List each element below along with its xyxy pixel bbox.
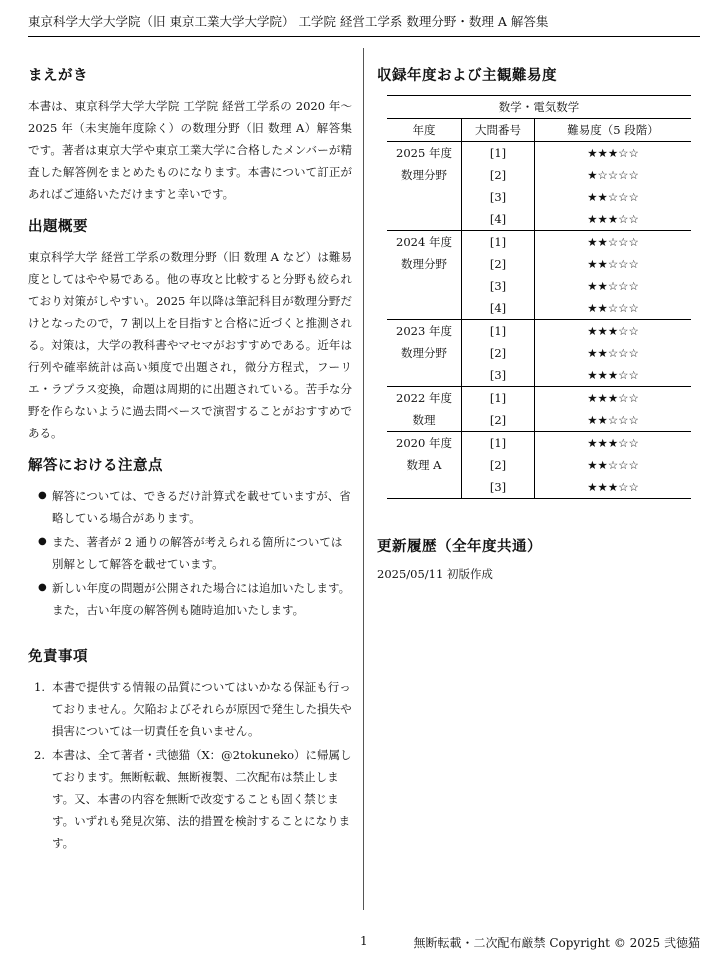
- empty-cell: [387, 297, 462, 320]
- year-cell: 2020 年度: [387, 432, 462, 455]
- difficulty-stars: ★★☆☆☆: [535, 297, 692, 320]
- problem-cell: [2]: [462, 454, 535, 476]
- right-column: [377, 64, 691, 582]
- table-row: [387, 275, 691, 297]
- disclaimer-list: [28, 676, 352, 854]
- table-row: [387, 164, 691, 186]
- overview-text: 東京科学大学 経営工学系の数理分野（旧 数理 A など）は難易度としてはやや易である。他の専攻と比較すると分野も絞られており対策がしやすい。2025 年以降は筆記科目が数理分野だけとなったので，7 割以上を目指すと合格に近づくと推測される。対策は，大学の教科書やマセマがおすすめである。近年は行列や確率統計は高い頻度で出題され，微分方程式，フーリエ・ラプラス変換，命題は周期的に出題されている。苦手な分野を作らないように過去問ベースで演習することがおすすめである。: [28, 250, 352, 440]
- list-item: [28, 744, 352, 854]
- difficulty-stars: ★☆☆☆☆: [587, 168, 639, 182]
- subject-cell: 数理分野: [387, 342, 462, 364]
- note-text: また、著者が 2 通りの解答が考えられる箇所については別解として解答を載せています。: [52, 535, 343, 571]
- problem-cell: [1]: [462, 387, 535, 410]
- difficulty-stars: ★★☆☆☆: [587, 257, 639, 271]
- table-row: [387, 432, 691, 455]
- table-row: [387, 387, 691, 410]
- history-section: [377, 535, 691, 582]
- problem-cell: [2]: [462, 253, 535, 275]
- subject-cell: 数理 A: [387, 454, 462, 476]
- table-row: [387, 409, 691, 432]
- list-item: [28, 577, 352, 621]
- table-header-row: [387, 119, 691, 142]
- difficulty-stars: ★★★☆☆: [587, 146, 639, 160]
- bullet-icon: ●: [38, 490, 47, 501]
- disclaimer-heading: 免責事項: [28, 649, 88, 665]
- problem-cell: [1]: [462, 231, 535, 254]
- empty-cell: [387, 476, 462, 499]
- table-row: [387, 142, 691, 165]
- left-column: [28, 64, 352, 864]
- note-text: 解答については、できるだけ計算式を載せていますが、省略している場合があります。: [52, 489, 351, 525]
- list-item: [28, 485, 352, 529]
- problem-cell: [2]: [462, 342, 535, 364]
- column-header-year: 年度: [387, 119, 462, 142]
- problem-cell: [4]: [462, 208, 535, 231]
- item-number: 1.: [34, 680, 45, 694]
- notes-heading: 解答における注意点: [28, 458, 163, 474]
- difficulty-stars: ★★★☆☆: [535, 364, 692, 387]
- difficulty-stars: ★★☆☆☆: [587, 190, 639, 204]
- difficulty-stars: ★★★☆☆: [587, 436, 639, 450]
- table-row: [387, 297, 691, 320]
- problem-cell: [1]: [462, 142, 535, 165]
- table-row: [387, 364, 691, 387]
- problem-cell: [1]: [462, 432, 535, 455]
- problem-cell: [3]: [462, 476, 535, 499]
- disclaimer-text: 本書で提供する情報の品質についてはいかなる保証も行っておりません。欠陥およびそれらが原因で発生した損失や損害については一切責任を負いません。: [52, 680, 352, 738]
- year-cell: 2025 年度: [387, 142, 462, 165]
- notes-list: [28, 485, 352, 621]
- table-row: [387, 186, 691, 208]
- preface-section: [28, 64, 352, 205]
- year-cell: 2024 年度: [387, 231, 462, 254]
- bullet-icon: ●: [38, 536, 47, 547]
- problem-cell: [3]: [462, 275, 535, 297]
- page-number: 1: [360, 934, 368, 948]
- bullet-icon: ●: [38, 582, 47, 593]
- empty-cell: [387, 208, 462, 231]
- difficulty-table: [387, 95, 691, 499]
- disclaimer-text: 本書は、全て著者・弐徳猫（X：@2tokuneko）に帰属しております。無断転載、無断複製、二次配布は禁止します。又、本書の内容を無断で改変することも固く禁じます。いずれも発見次第、法的措置を検討することになります。: [52, 748, 352, 850]
- empty-cell: [387, 275, 462, 297]
- problem-cell: [3]: [462, 364, 535, 387]
- item-number: 2.: [34, 748, 45, 762]
- subject-cell: 数理: [387, 409, 462, 432]
- empty-cell: [387, 364, 462, 387]
- difficulty-stars: ★★☆☆☆: [587, 346, 639, 360]
- list-item: [28, 676, 352, 742]
- disclaimer-section: [28, 645, 352, 854]
- preface-heading: まえがき: [28, 68, 88, 84]
- history-entry: 2025/05/11 初版作成: [377, 567, 493, 581]
- overview-section: [28, 215, 352, 444]
- notes-section: [28, 454, 352, 621]
- running-header: 東京科学大学大学院（旧 東京工業大学大学院） 工学院 経営工学系 数理分野・数理 A 解答集: [28, 12, 700, 37]
- problem-cell: [2]: [462, 409, 535, 432]
- table-row: [387, 231, 691, 254]
- problem-cell: [3]: [462, 186, 535, 208]
- column-divider: [363, 48, 364, 910]
- table-row: [387, 342, 691, 364]
- table-caption-row: [387, 96, 691, 119]
- difficulty-stars: ★★★☆☆: [535, 476, 692, 499]
- table-row: [387, 208, 691, 231]
- subject-cell: 数理分野: [387, 253, 462, 275]
- difficulty-stars: ★★★☆☆: [535, 208, 692, 231]
- note-text: 新しい年度の問題が公開された場合には追加いたします。また，古い年度の解答例も随時追加いたします。: [52, 581, 351, 617]
- year-cell: 2022 年度: [387, 387, 462, 410]
- column-header-problem: 大問番号: [462, 119, 535, 142]
- subject-cell: 数理分野: [387, 164, 462, 186]
- problem-cell: [2]: [462, 164, 535, 186]
- table-row: [387, 454, 691, 476]
- year-cell: 2023 年度: [387, 320, 462, 343]
- table-row: [387, 320, 691, 343]
- difficulty-stars: ★★☆☆☆: [535, 409, 692, 432]
- empty-cell: [387, 186, 462, 208]
- difficulty-stars: ★★☆☆☆: [587, 235, 639, 249]
- table-caption: 数学・電気数学: [387, 96, 691, 119]
- copyright-notice: 無断転載・二次配布厳禁 Copyright © 2025 弐徳猫: [413, 936, 700, 950]
- history-heading: 更新履歴（全年度共通）: [377, 539, 542, 555]
- table-row: [387, 476, 691, 499]
- problem-cell: [1]: [462, 320, 535, 343]
- table-heading: 収録年度および主観難易度: [377, 68, 557, 84]
- overview-heading: 出題概要: [28, 219, 88, 235]
- difficulty-stars: ★★★☆☆: [587, 391, 639, 405]
- table-row: [387, 253, 691, 275]
- difficulty-stars: ★★★☆☆: [587, 324, 639, 338]
- difficulty-stars: ★★☆☆☆: [587, 458, 639, 472]
- column-header-difficulty: 難易度（5 段階）: [535, 119, 692, 142]
- preface-text: 本書は、東京科学大学大学院 工学院 経営工学系の 2020 年〜2025 年（未実施年度除く）の数理分野（旧 数理 A）解答集です。著者は東京大学や東京工業大学に合格したメンバーが精査した解答例をまとめたものになります。本書について訂正があればご連絡いただけますと幸いです。: [28, 99, 352, 201]
- list-item: [28, 531, 352, 575]
- difficulty-stars: ★★☆☆☆: [587, 279, 639, 293]
- table-body: [387, 142, 691, 499]
- problem-cell: [4]: [462, 297, 535, 320]
